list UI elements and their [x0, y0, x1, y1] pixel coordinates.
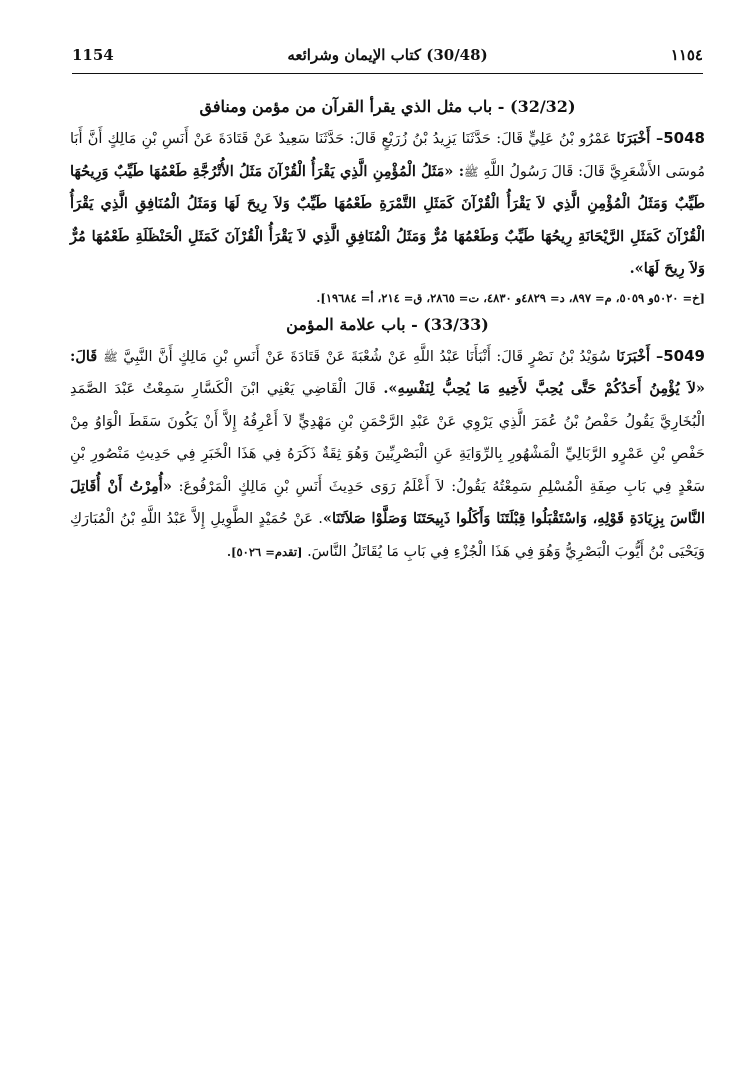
- hadith-5049-references: [تقدم= ٥٠٢٦].: [227, 544, 303, 559]
- hadith-5048: [70, 122, 705, 286]
- hadith-number: 5049: [663, 346, 705, 365]
- hadith-commentary: قَالَ الْقَاضِي يَعْنِي ابْنَ الْكَسَّارِ سَمِعْتُ عَبْدَ الصَّمَدِ الْبُخَارِيَّ يَقُولُ حَفْصُ بْنُ عُمَرَ الَّذِي يَرْوِي عَنْ عَبْدِ الرَّحْمَنِ بْنِ مَهْدِيٍّ لاَ أَعْرِفُهُ إِلاَّ أَنْ يَكُونَ سَقَطَ الْوَاوُ مِنْ حَفْصِ بْنِ عَمْرٍو الرَّبَالِيِّ الْمَشْهُورِ بِالرِّوَايَةِ عَنِ الْبَصْرِيِّينَ وَهُوَ ثِقَةٌ ذَكَرَهُ فِي هَذَا الْخَبَرِ فِي حَدِيثِ مَنْصُورِ بْنِ سَعْدٍ فِي بَابِ صِفَةِ الْمُسْلِمِ سَمِعْتُهُ يَقُولُ: لاَ أَعْلَمُ رَوَى حَدِيثَ أَنَسِ بْنِ مَالِكٍ الْمَرْفُوعَ:: [70, 381, 705, 495]
- chapter-title-32: (32/32) - باب مثل الذي يقرأ القرآن من مؤمن ومنافق: [199, 97, 576, 116]
- header-divider: [72, 73, 703, 74]
- hadith-isnad: سُوَيْدُ بْنُ نَصْرٍ قَالَ: أَنْبَأَنَا عَبْدُ اللَّهِ عَنْ شُعْبَةَ عَنْ قَتَادَةَ عَنْ أَنَسِ بْنِ مَالِكٍ أَنَّ النَّبِيَّ: [117, 348, 617, 365]
- hadith-intro: – أَخْبَرَنَا: [616, 130, 664, 147]
- page-number-latin: 1154: [72, 46, 114, 64]
- hadith-matn: قَالَ: «لاَ يُؤْمِنُ أَحَدُكُمْ حَتَّى يُحِبَّ لأَخِيهِ مَا يُحِبُّ لِنَفْسِهِ».: [70, 347, 705, 397]
- hadith-commentary-continued: . عَنْ حُمَيْدٍ الطَّوِيلِ إِلاَّ عَبْدُ اللَّهِ بْنُ الْمُبَارَكِ وَيَحْيَى بْنُ أَيُّوبَ الْبَصْرِيُّ وَهُوَ فِي هَذَا الْجُزْءِ فِي بَابِ مَا يُقَاتَلُ النَّاسَ.: [70, 511, 705, 560]
- hadith-matn: : «مَثَلُ الْمُؤْمِنِ الَّذِي يَقْرَأُ الْقُرْآنَ مَثَلُ الأُتْرُجَّةِ طَعْمُهَا طَيِّبٌ وَرِيحُهَا طَيِّبٌ وَمَثَلُ الْمُؤْمِنِ الَّذِي لاَ يَقْرَأُ الْقُرْآنَ كَمَثَلِ التَّمْرَةِ طَعْمُهَا طَيِّبٌ وَلاَ رِيحَ لَهَا وَمَثَلُ الْمُنَافِقِ الَّذِي يَقْرَأُ الْقُرْآنَ كَمَثَلِ الرَّيْحَانَةِ رِيحُهَا طَيِّبٌ وَطَعْمُهَا مُرٌّ وَمَثَلُ الْمُنَافِقِ الَّذِي لاَ يَقْرَأُ الْقُرْآنَ كَمَثَلِ الْحَنْظَلَةِ طَعْمُهَا مُرٌّ وَلاَ رِيحَ لَهَا».: [70, 162, 705, 277]
- page-header: [72, 44, 703, 70]
- running-title: (30/48) كتاب الإيمان وشرائعه: [287, 46, 488, 64]
- salawat-glyph: ﷺ: [103, 349, 118, 364]
- page-number-arabic: ١١٥٤: [670, 46, 703, 64]
- hadith-intro: – أَخْبَرَنَا: [616, 347, 664, 365]
- chapter-title-33: (33/33) - باب علامة المؤمن: [286, 314, 489, 334]
- salawat-glyph: ﷺ: [464, 164, 479, 179]
- hadith-5048-references: [خ= ٥٠٢٠و ٥٠٥٩، م= ٨٩٧، د= ٤٨٢٩و ٤٨٣٠، ت= ٢٨٦٥، ق= ٢١٤، أ= ١٩٦٨٤].: [316, 290, 705, 305]
- hadith-number: 5048: [663, 129, 705, 147]
- hadith-5049: [70, 340, 705, 569]
- hadith-isnad: عَمْرُو بْنُ عَلِيٍّ قَالَ: حَدَّثَنَا يَزِيدُ بْنُ زُرَيْعٍ قَالَ: حَدَّثَنَا سَعِيدٌ عَنْ قَتَادَةَ عَنْ أَنَسِ بْنِ مَالِكٍ أَنَّ أَبَا مُوسَى الأَشْعَرِيَّ قَالَ: قَالَ رَسُولُ اللَّهِ: [70, 131, 705, 180]
- quoted-hadith: «أُمِرْتُ أَنْ أُقَاتِلَ النَّاسَ بِزِيَادَةِ قَوْلِهِ، وَاسْتَقْبَلُوا قِبْلَتَنَا وَأَكَلُوا ذَبِيحَتَنَا وَصَلَّوْا صَلاَتَنَا»: [70, 477, 705, 527]
- page-body: [70, 92, 705, 568]
